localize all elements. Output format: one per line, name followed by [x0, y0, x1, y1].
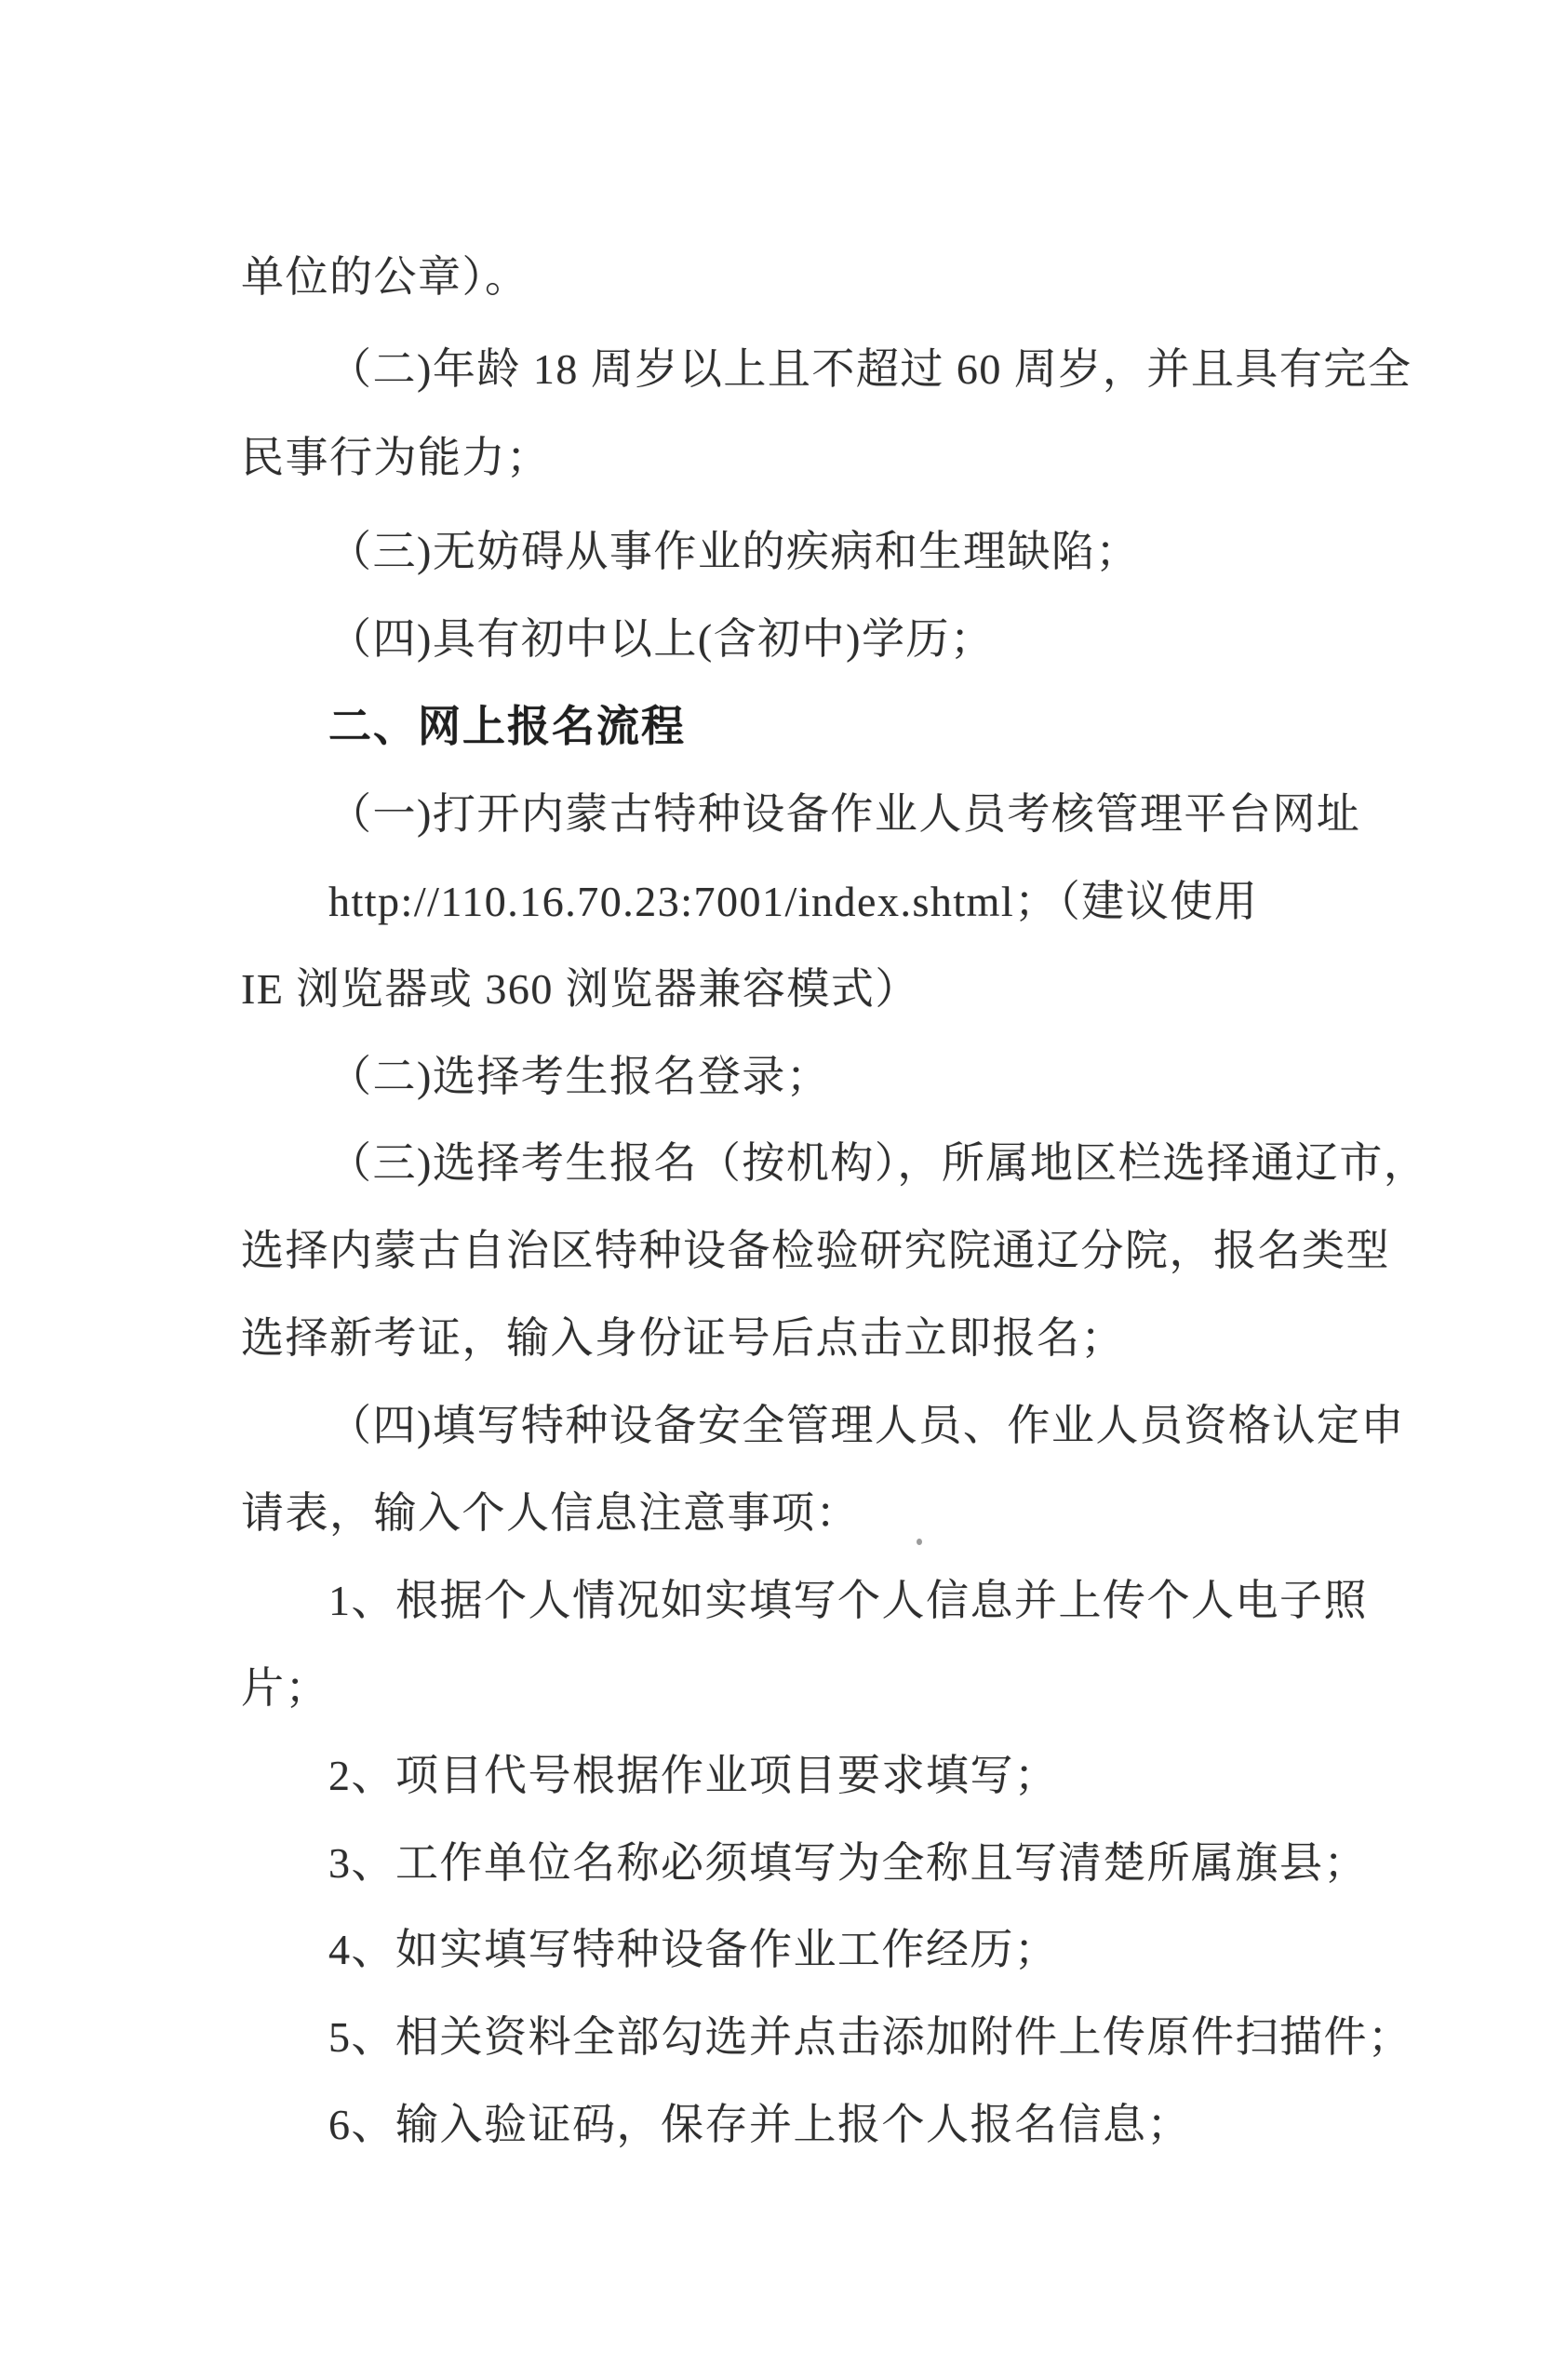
text-line-5: （四)具有初中以上(含初中)学历；	[328, 615, 995, 663]
text-line-22: 6、输入验证码，保存并上报个人报名信息；	[328, 2101, 1191, 2148]
text-line-3: 民事行为能力；	[241, 434, 551, 481]
text-line-7: （一)打开内蒙古特种设备作业人员考核管理平台网址	[328, 790, 1361, 838]
text-line-19: 3、工作单位名称必须填写为全称且写清楚所属旗县；	[328, 1839, 1368, 1887]
text-line-10: （二)选择考生报名登录；	[328, 1053, 831, 1100]
text-line-8: http://110.16.70.23:7001/index.shtml；（建议使用	[328, 878, 1259, 925]
text-line-18: 2、项目代号根据作业项目要求填写；	[328, 1752, 1059, 1799]
text-line-15: 请表，输入个人信息注意事项：	[241, 1489, 860, 1537]
text-line-11: （三)选择考生报名（按机构），所属地区栏选择通辽市，	[328, 1139, 1428, 1187]
text-line-4: （三)无妨碍从事作业的疾病和生理缺陷；	[328, 528, 1140, 575]
text-line-1: 单位的公章）。	[241, 253, 529, 301]
ink-speck-artifact	[917, 1539, 922, 1545]
text-line-6: 二、网上报名流程	[328, 703, 686, 750]
text-line-2: （二)年龄 18 周岁以上且不超过 60 周岁，并且具有完全	[328, 345, 1412, 393]
text-line-20: 4、如实填写特种设备作业工作经历；	[328, 1926, 1059, 1973]
text-line-14: （四)填写特种设备安全管理人员、作业人员资格认定申	[328, 1402, 1405, 1449]
text-line-12: 选择内蒙古自治区特种设备检验研究院通辽分院，报名类型	[241, 1227, 1390, 1274]
text-line-17: 片；	[241, 1664, 329, 1712]
text-line-13: 选择新考证，输入身份证号后点击立即报名；	[241, 1314, 1125, 1362]
text-line-21: 5、相关资料全部勾选并点击添加附件上传原件扫描件；	[328, 2013, 1412, 2061]
text-line-16: 1、根据个人情况如实填写个人信息并上传个人电子照	[328, 1577, 1368, 1624]
text-line-9: IE 浏览器或 360 浏览器兼容模式）	[241, 965, 919, 1013]
